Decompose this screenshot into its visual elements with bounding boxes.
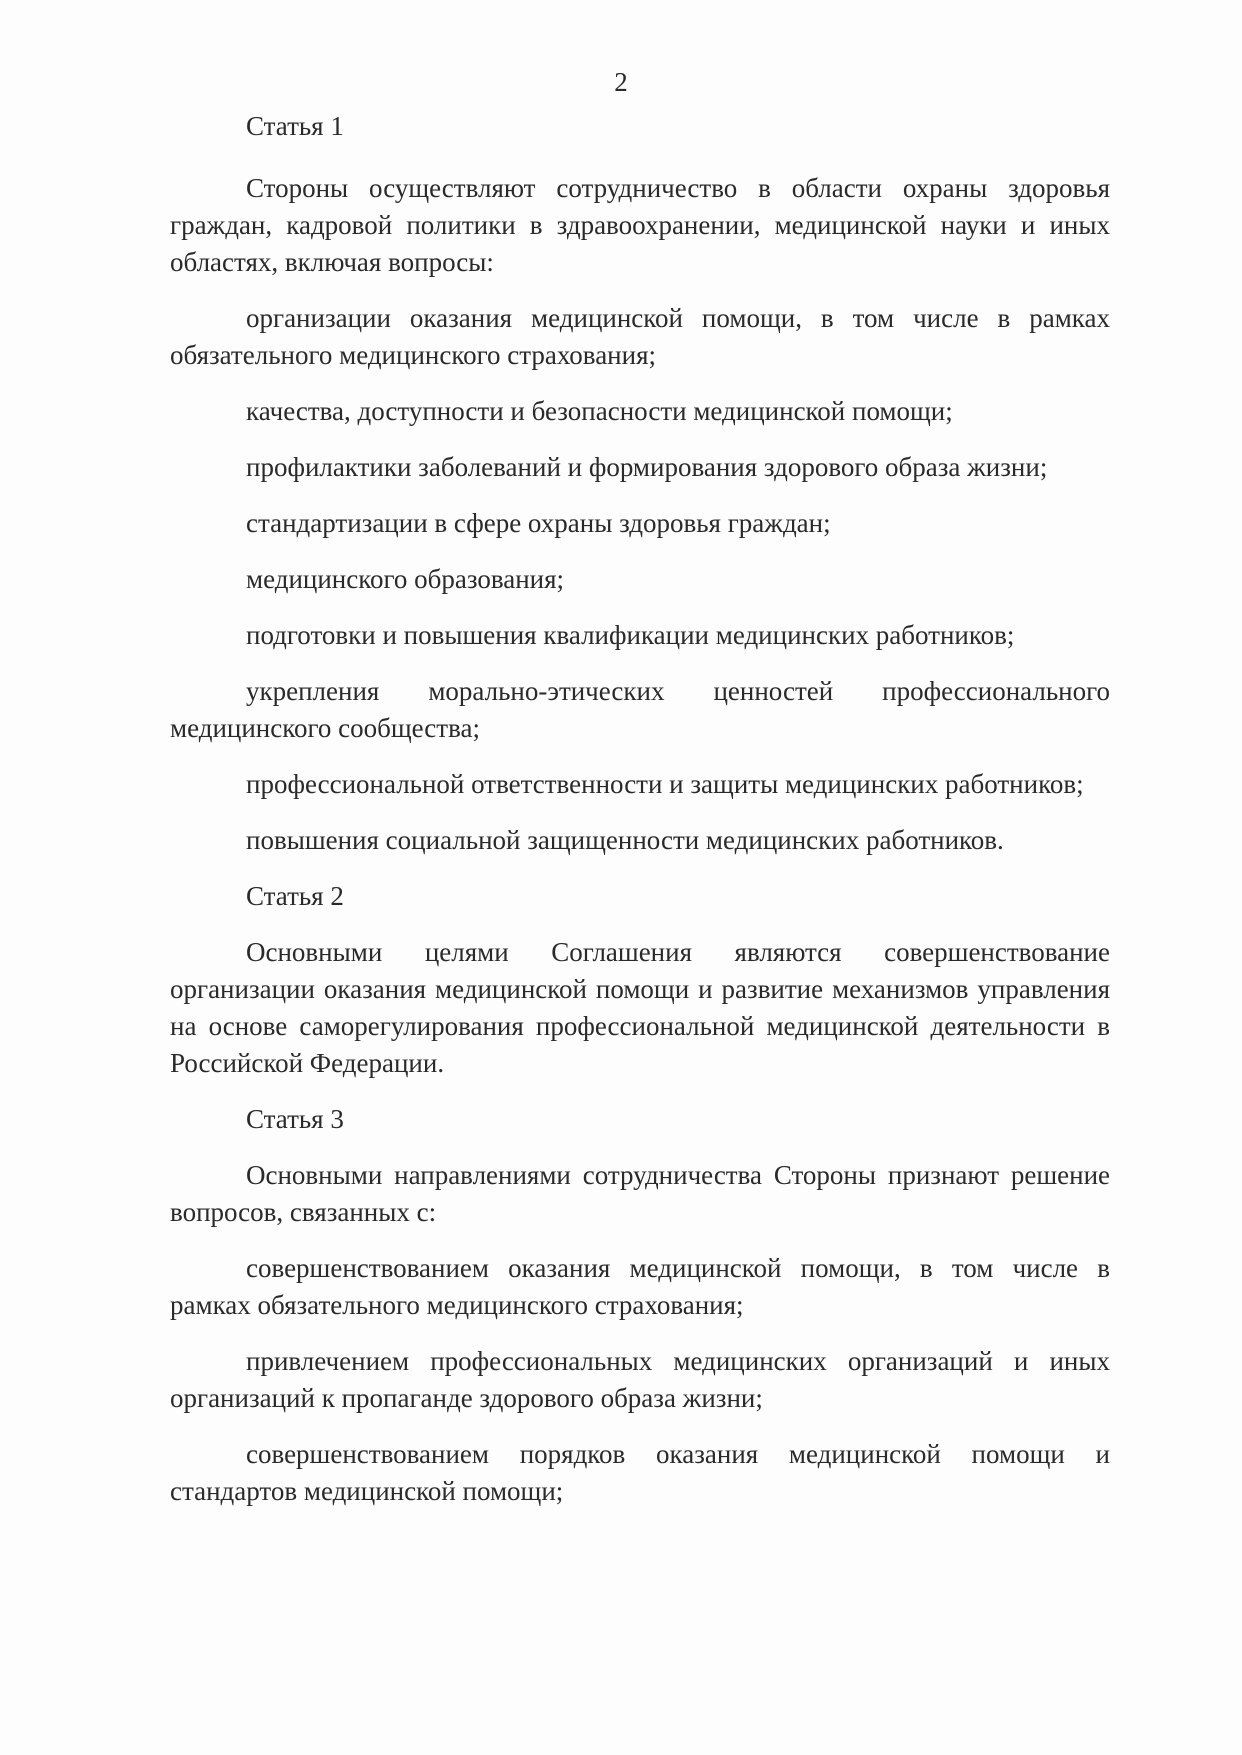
article-1-heading: Статья 1 bbox=[246, 111, 344, 141]
article-1-item: профессиональной ответственности и защиты медицинских работников; bbox=[246, 769, 1084, 799]
document-body bbox=[170, 108, 1110, 1529]
article-3-item: совершенствованием порядков оказания медицинской помощи и стандартов медицинской помощи; bbox=[170, 1439, 1110, 1506]
article-3-intro: Основными направлениями сотрудничества Стороны признают решение вопросов, связанных с: bbox=[170, 1160, 1110, 1227]
article-1-intro: Стороны осуществляют сотрудничество в области охраны здоровья граждан, кадровой политики в здравоохранении, медицинской науки и иных областях, включая вопросы: bbox=[170, 173, 1110, 277]
article-3-heading: Статья 3 bbox=[246, 1104, 344, 1134]
article-3-item: совершенствованием оказания медицинской помощи, в том числе в рамках обязательного медицинского страхования; bbox=[170, 1253, 1110, 1320]
article-2-heading: Статья 2 bbox=[246, 881, 344, 911]
article-1-item: профилактики заболеваний и формирования здорового образа жизни; bbox=[246, 452, 1048, 482]
article-2-text: Основными целями Соглашения являются совершенствование организации оказания медицинской помощи и развитие механизмов управления на основе саморегулирования профессиональной медицинской деятельности в Российской Федерации. bbox=[170, 937, 1110, 1078]
article-3-item: привлечением профессиональных медицинских организаций и иных организаций к пропаганде здорового образа жизни; bbox=[170, 1346, 1110, 1413]
article-1-item: подготовки и повышения квалификации медицинских работников; bbox=[246, 620, 1015, 650]
article-1-item: медицинского образования; bbox=[246, 564, 565, 594]
article-1-item: укрепления морально-этических ценностей профессионального медицинского сообщества; bbox=[170, 676, 1110, 743]
page-number: 2 bbox=[614, 67, 628, 97]
article-1-item: повышения социальной защищенности медицинских работников. bbox=[246, 825, 1004, 855]
article-1-item: организации оказания медицинской помощи, в том числе в рамках обязательного медицинского страхования; bbox=[170, 303, 1110, 370]
article-1-item: качества, доступности и безопасности медицинской помощи; bbox=[246, 396, 953, 426]
article-1-item: стандартизации в сфере охраны здоровья граждан; bbox=[246, 508, 831, 538]
